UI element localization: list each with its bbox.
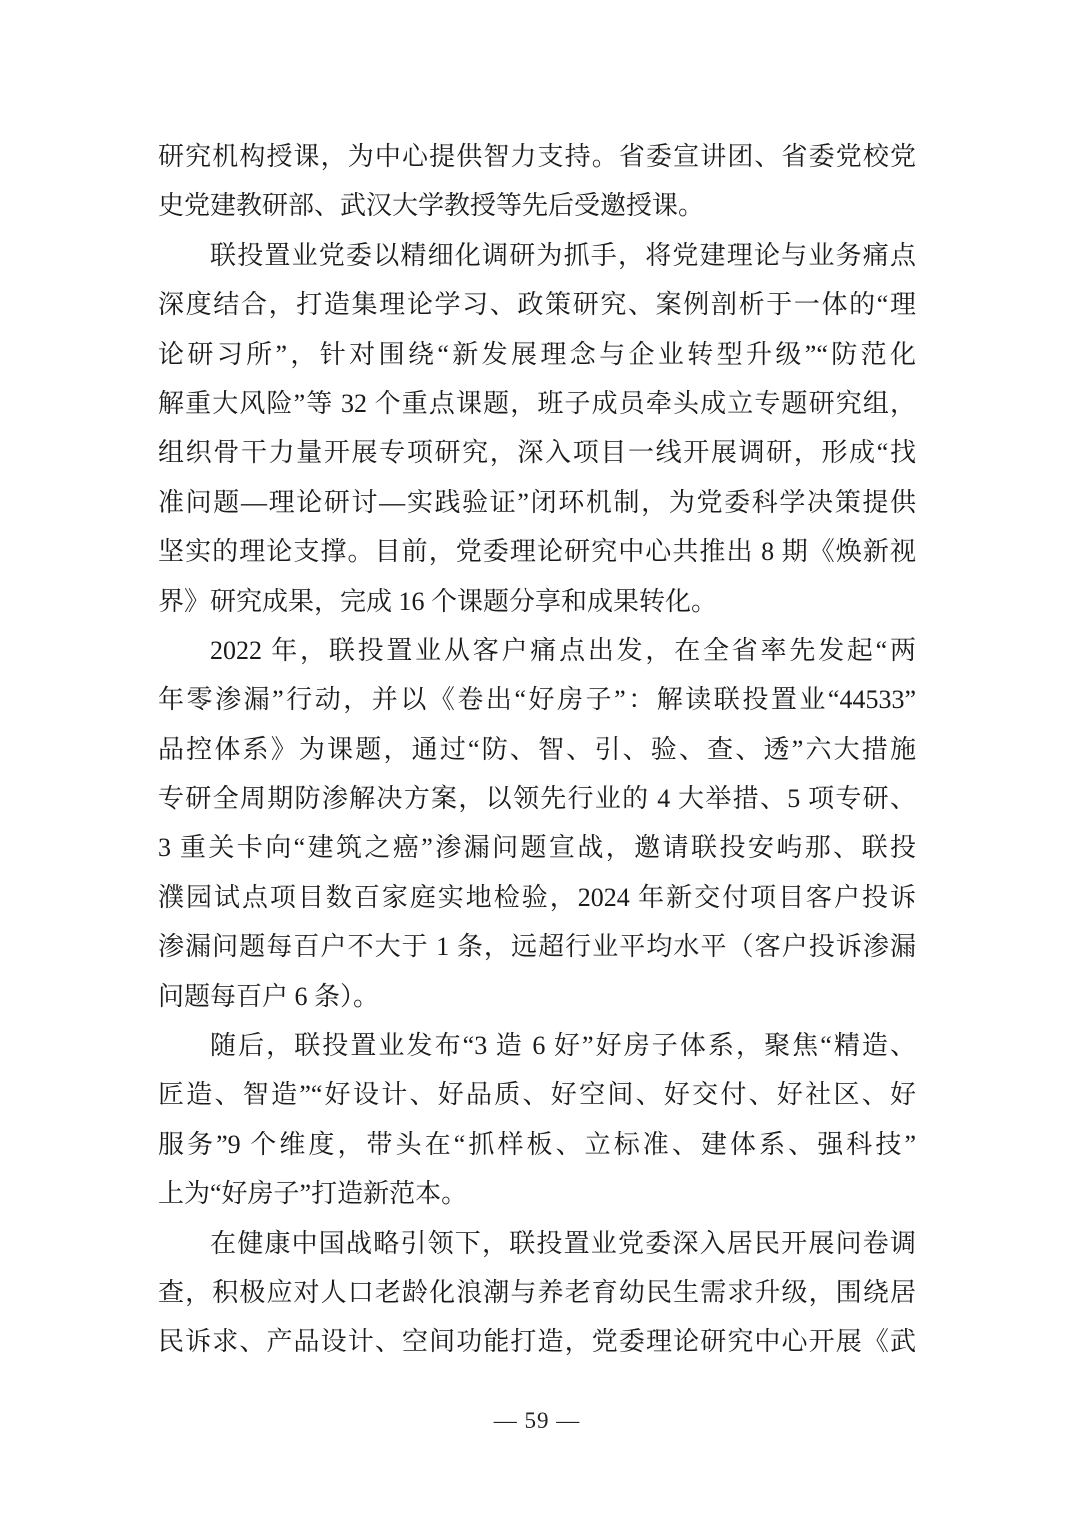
text-line: 深度结合，打造集理论学习、政策研究、案例剖析于一体的“理 [158, 290, 916, 320]
text-line: 3 重关卡向“建筑之癌”渗漏问题宣战，邀请联投安屿那、联投 [158, 833, 916, 863]
text-line: 组织骨干力量开展专项研究，深入项目一线开展调研，形成“找 [158, 438, 916, 468]
text-line: 查，积极应对人口老龄化浪潮与养老育幼民生需求升级，围绕居 [158, 1277, 916, 1307]
text-line: 联投置业党委以精细化调研为抓手，将党建理论与业务痛点 [210, 240, 916, 270]
paragraph [158, 1021, 916, 1219]
page-number: — 59 — [493, 1408, 581, 1433]
paragraph [158, 132, 916, 231]
text-line: 渗漏问题每百户不大于 1 条，远超行业平均水平（客户投诉渗漏 [158, 932, 916, 962]
text-line: 论研习所”，针对围绕“新发展理念与企业转型升级”“防范化 [158, 339, 916, 369]
document-body [158, 132, 916, 1367]
text-line: 问题每百户 6 条）。 [158, 981, 380, 1011]
text-line: 解重大风险”等 32 个重点课题，班子成员牵头成立专题研究组， [158, 388, 916, 418]
text-line: 在健康中国战略引领下，联投置业党委深入居民开展问卷调 [210, 1228, 916, 1258]
text-line: 研究机构授课，为中心提供智力支持。省委宣讲团、省委党校党 [158, 142, 916, 171]
text-line: 服务”9 个维度，带头在“抓样板、立标准、建体系、强科技” [158, 1129, 916, 1159]
paragraph [158, 1219, 916, 1367]
page-footer [0, 1408, 1074, 1434]
text-line: 坚实的理论支撑。目前，党委理论研究中心共推出 8 期《焕新视 [158, 537, 916, 567]
text-line: 界》研究成果，完成 16 个课题分享和成果转化。 [158, 586, 718, 616]
text-line: 濮园试点项目数百家庭实地检验，2024 年新交付项目客户投诉 [158, 882, 916, 912]
text-line: 专研全周期防渗解决方案，以领先行业的 4 大举措、5 项专研、 [158, 784, 916, 814]
text-line: 年零渗漏”行动，并以《卷出“好房子”：解读联投置业“44533” [158, 685, 916, 715]
paragraph [158, 231, 916, 626]
text-line: 2022 年，联投置业从客户痛点出发，在全省率先发起“两 [210, 635, 916, 665]
text-line: 上为“好房子”打造新范本。 [158, 1179, 468, 1209]
text-line: 匠造、智造”“好设计、好品质、好空间、好交付、好社区、好 [158, 1080, 916, 1110]
text-line: 民诉求、产品设计、空间功能打造，党委理论研究中心开展《武 [158, 1327, 916, 1357]
paragraph [158, 626, 916, 1021]
text-line: 准问题—理论研讨—实践验证”闭环机制，为党委科学决策提供 [158, 487, 916, 517]
text-line: 史党建教研部、武汉大学教授等先后受邀授课。 [158, 191, 705, 221]
text-line: 品控体系》为课题，通过“防、智、引、验、查、透”六大措施 [158, 734, 916, 764]
text-line: 随后，联投置业发布“3 造 6 好”好房子体系，聚焦“精造、 [210, 1031, 916, 1061]
